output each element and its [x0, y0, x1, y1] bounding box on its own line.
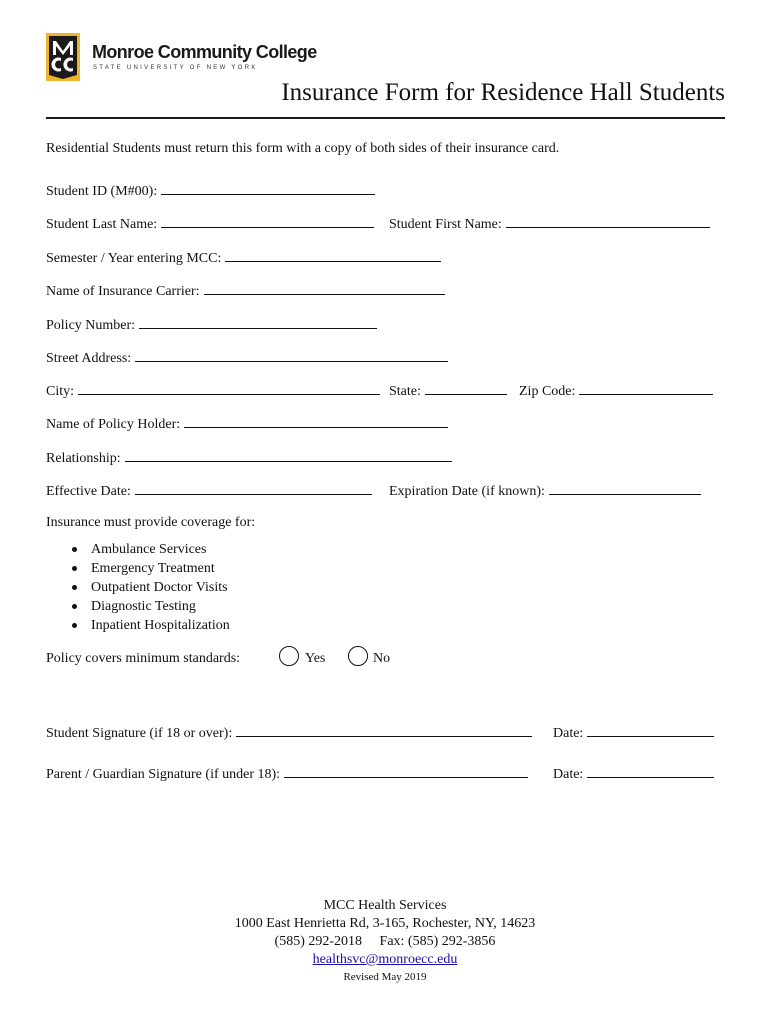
relationship-field[interactable]: [46, 448, 452, 467]
student-id-label: Student ID (M#00):: [46, 184, 158, 199]
relationship-label: Relationship:: [46, 451, 121, 466]
form-title: Insurance Form for Residence Hall Students: [281, 79, 725, 106]
policy-number-label: Policy Number:: [46, 318, 136, 333]
intro-text: Residential Students must return this form with a copy of both sides of their insurance card.: [46, 141, 560, 156]
list-item: Diagnostic Testing: [46, 597, 230, 616]
state-label: State:: [389, 384, 421, 399]
yes-radio-label[interactable]: Yes: [305, 651, 326, 666]
street-field[interactable]: [46, 348, 448, 367]
parent-date-input-line[interactable]: [587, 764, 714, 778]
policy-standards-group: [46, 646, 466, 672]
last-name-input-line[interactable]: [161, 214, 374, 228]
policy-standards-question: Policy covers minimum standards:: [46, 651, 241, 666]
student-id-field[interactable]: [46, 181, 375, 200]
list-item: Ambulance Services: [46, 540, 230, 559]
first-name-field[interactable]: [389, 214, 710, 233]
policy-number-field[interactable]: [46, 315, 377, 334]
parent-date-label: Date:: [553, 767, 584, 782]
bullet-icon: [72, 566, 77, 571]
last-name-field[interactable]: [46, 214, 374, 233]
college-logo: [46, 33, 317, 83]
carrier-label: Name of Insurance Carrier:: [46, 284, 200, 299]
city-input-line[interactable]: [78, 381, 380, 395]
row-relationship: [46, 448, 718, 468]
policy-holder-label: Name of Policy Holder:: [46, 417, 181, 432]
mcc-logo-icon: [46, 33, 80, 81]
row-street: [46, 348, 718, 368]
effective-date-input-line[interactable]: [135, 481, 372, 495]
carrier-field[interactable]: [46, 281, 445, 300]
coverage-list: [46, 540, 230, 635]
row-names: [46, 214, 718, 234]
row-student-id: [46, 181, 718, 201]
footer-revised: Revised May 2019: [343, 971, 427, 983]
footer-address: 1000 East Henrietta Rd, 3-165, Rochester, NY, 14623: [234, 916, 536, 931]
zip-input-line[interactable]: [579, 381, 713, 395]
state-input-line[interactable]: [425, 381, 507, 395]
footer: [0, 897, 770, 985]
row-carrier: [46, 281, 718, 301]
row-city-state-zip: [46, 381, 718, 401]
footer-email-link[interactable]: healthsvc@monroecc.edu: [312, 952, 458, 967]
row-student-signature: [46, 723, 718, 743]
student-date-label: Date:: [553, 726, 584, 741]
city-label: City:: [46, 384, 75, 399]
yes-radio-icon[interactable]: [279, 646, 299, 666]
row-semester: [46, 248, 718, 268]
city-field[interactable]: [46, 381, 380, 400]
row-policy-holder: [46, 414, 718, 434]
bullet-icon: [72, 604, 77, 609]
student-date-input-line[interactable]: [587, 723, 714, 737]
parent-signature-input-line[interactable]: [284, 764, 528, 778]
expiration-date-input-line[interactable]: [549, 481, 701, 495]
policy-holder-input-line[interactable]: [184, 414, 448, 428]
policy-holder-field[interactable]: [46, 414, 448, 433]
no-radio-icon[interactable]: [348, 646, 368, 666]
bullet-icon: [72, 547, 77, 552]
row-policy-number: [46, 315, 718, 335]
title-divider: [46, 117, 725, 119]
expiration-date-field[interactable]: [389, 481, 701, 500]
carrier-input-line[interactable]: [204, 281, 445, 295]
zip-label: Zip Code:: [519, 384, 576, 399]
student-signature-input-line[interactable]: [236, 723, 532, 737]
row-parent-signature: [46, 764, 718, 784]
list-item: Inpatient Hospitalization: [46, 616, 230, 635]
list-item: Outpatient Doctor Visits: [46, 578, 230, 597]
parent-date-field[interactable]: [553, 764, 714, 783]
list-item: Emergency Treatment: [46, 559, 230, 578]
college-name: Monroe Community College: [92, 42, 317, 62]
last-name-label: Student Last Name:: [46, 217, 158, 232]
university-name: STATE UNIVERSITY OF NEW YORK: [93, 65, 258, 71]
policy-number-input-line[interactable]: [139, 315, 377, 329]
effective-date-label: Effective Date:: [46, 484, 131, 499]
student-date-field[interactable]: [553, 723, 714, 742]
semester-field[interactable]: [46, 248, 441, 267]
state-field[interactable]: [389, 381, 507, 400]
footer-department: MCC Health Services: [323, 898, 447, 913]
row-dates: [46, 481, 718, 501]
bullet-icon: [72, 585, 77, 590]
relationship-input-line[interactable]: [125, 448, 452, 462]
first-name-label: Student First Name:: [389, 217, 502, 232]
semester-input-line[interactable]: [225, 248, 441, 262]
parent-signature-field[interactable]: [46, 764, 528, 783]
footer-fax: Fax: (585) 292-3856: [379, 934, 496, 949]
student-signature-field[interactable]: [46, 723, 532, 742]
street-input-line[interactable]: [135, 348, 448, 362]
zip-field[interactable]: [519, 381, 713, 400]
coverage-title: Insurance must provide coverage for:: [46, 515, 256, 530]
footer-phone-fax: [0, 933, 770, 951]
bullet-icon: [72, 623, 77, 628]
footer-phone: (585) 292-2018: [274, 934, 363, 949]
street-label: Street Address:: [46, 351, 132, 366]
expiration-date-label: Expiration Date (if known):: [389, 484, 545, 499]
student-signature-label: Student Signature (if 18 or over):: [46, 726, 233, 741]
parent-signature-label: Parent / Guardian Signature (if under 18):: [46, 767, 281, 782]
student-id-input-line[interactable]: [161, 181, 375, 195]
no-radio-label[interactable]: No: [373, 651, 391, 666]
effective-date-field[interactable]: [46, 481, 372, 500]
semester-label: Semester / Year entering MCC:: [46, 251, 222, 266]
first-name-input-line[interactable]: [506, 214, 710, 228]
